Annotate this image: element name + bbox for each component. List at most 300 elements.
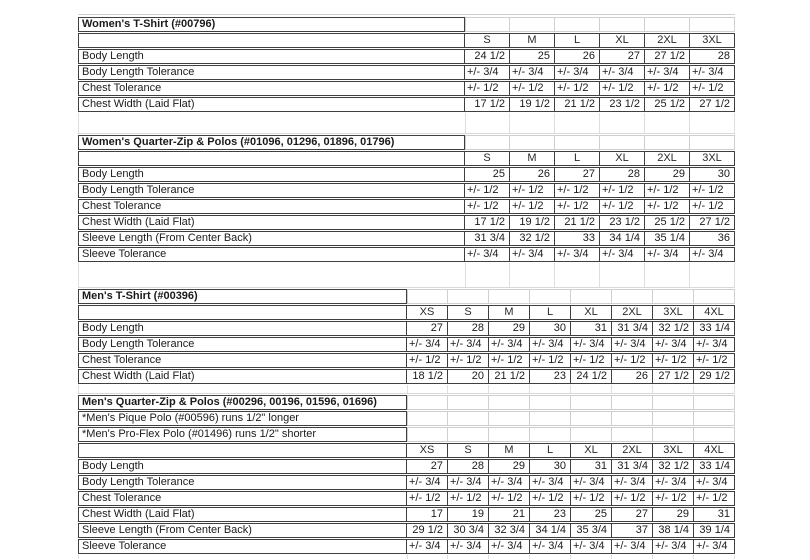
table-row (78, 199, 735, 214)
size-value-cell: 25 (464, 168, 509, 181)
empty-grid-cell (448, 411, 489, 426)
row-label: Sleeve Length (From Center Back) (82, 524, 252, 536)
size-value-cell: +/- 3/4 (464, 248, 509, 261)
size-column-header: 2XL (611, 306, 652, 319)
section-title: Men's T-Shirt (#00396) (78, 289, 407, 304)
table-row (78, 523, 735, 538)
grid-spacer-cell (465, 263, 510, 287)
size-header-row (78, 305, 735, 320)
section-heading-row (78, 427, 735, 442)
size-value-cell: 20 (447, 370, 488, 383)
size-value-cell: +/- 1/2 (599, 184, 644, 197)
grid-spacer (78, 263, 735, 288)
size-value-cell: +/- 3/4 (447, 540, 488, 553)
size-value-cell: +/- 3/4 (406, 540, 447, 553)
empty-grid-cell (448, 289, 489, 304)
size-value-cell: +/- 1/2 (611, 354, 652, 367)
row-label: Sleeve Tolerance (82, 540, 167, 552)
empty-grid-cell (600, 17, 645, 32)
size-header-row (78, 33, 735, 48)
empty-grid-cell (465, 135, 510, 150)
empty-grid-cell (489, 289, 530, 304)
size-value-cell: 19 1/2 (509, 98, 554, 111)
table-row (78, 475, 735, 490)
size-value-cell: 36 (689, 232, 734, 245)
empty-grid-cell (489, 395, 530, 410)
size-value-cell: 30 (689, 168, 734, 181)
grid-spacer-cell (694, 555, 735, 559)
empty-grid-cell (571, 289, 612, 304)
size-value-cell: +/- 1/2 (464, 200, 509, 213)
row-label: Chest Width (Laid Flat) (82, 216, 195, 228)
size-column-header: XL (599, 152, 644, 165)
size-value-cell: +/- 1/2 (689, 200, 734, 213)
row-label: Chest Tolerance (82, 492, 162, 504)
size-value-cell: 33 (554, 232, 599, 245)
size-value-cell: 37 (611, 524, 652, 537)
size-value-cell: +/- 3/4 (689, 66, 734, 79)
size-value-cell: 23 1/2 (599, 216, 644, 229)
size-column-header: L (529, 306, 570, 319)
size-value-cell: +/- 3/4 (693, 338, 734, 351)
empty-grid-cell (555, 17, 600, 32)
size-value-cell: 26 (509, 168, 554, 181)
size-column-header: 3XL (652, 444, 693, 457)
size-value-cell: +/- 3/4 (652, 476, 693, 489)
size-value-cell: +/- 3/4 (554, 66, 599, 79)
size-value-cell: +/- 1/2 (529, 492, 570, 505)
section-heading-row (78, 135, 735, 150)
size-value-cell: 25 1/2 (644, 98, 689, 111)
size-column-header: XS (406, 306, 447, 319)
grid-spacer-cell (448, 385, 489, 393)
size-value-cell: 23 (529, 370, 570, 383)
section-heading-row (78, 395, 735, 410)
empty-grid-cell (600, 135, 645, 150)
row-label: Chest Width (Laid Flat) (82, 370, 195, 382)
row-label: Body Length Tolerance (82, 184, 195, 196)
grid-spacer-cell (694, 385, 735, 393)
size-value-cell: 23 1/2 (599, 98, 644, 111)
size-value-cell: +/- 1/2 (644, 200, 689, 213)
size-column-header: S (464, 34, 509, 47)
table-row (78, 507, 735, 522)
size-value-cell: +/- 1/2 (488, 492, 529, 505)
grid-spacer-cell (690, 263, 735, 287)
size-value-cell: 17 1/2 (464, 98, 509, 111)
size-value-cell: +/- 3/4 (652, 540, 693, 553)
size-column-header: 3XL (689, 152, 734, 165)
grid-spacer-cell (612, 385, 653, 393)
size-value-cell: +/- 1/2 (554, 200, 599, 213)
size-value-cell: 31 (570, 460, 611, 473)
size-value-cell: 35 1/4 (644, 232, 689, 245)
size-value-cell: +/- 1/2 (570, 492, 611, 505)
size-value-cell: +/- 1/2 (570, 354, 611, 367)
size-value-cell: 18 1/2 (406, 370, 447, 383)
size-value-cell: +/- 3/4 (529, 540, 570, 553)
size-value-cell: 26 (554, 50, 599, 63)
section-footnote: *Men's Pique Polo (#00596) runs 1/2" longer (78, 411, 407, 426)
size-value-cell: +/- 1/2 (488, 354, 529, 367)
empty-grid-cell (612, 395, 653, 410)
table-row (78, 49, 735, 64)
size-chart-sheet (78, 14, 735, 560)
grid-spacer-cell (489, 385, 530, 393)
size-value-cell: +/- 3/4 (570, 338, 611, 351)
row-label: Body Length (82, 460, 144, 472)
size-value-cell: +/- 1/2 (652, 354, 693, 367)
size-value-cell: +/- 3/4 (488, 540, 529, 553)
empty-grid-cell (407, 395, 448, 410)
size-value-cell: +/- 3/4 (447, 338, 488, 351)
size-column-header: XS (406, 444, 447, 457)
size-value-cell: 25 (509, 50, 554, 63)
size-value-cell: 30 (529, 460, 570, 473)
row-label: Chest Tolerance (82, 354, 162, 366)
grid-spacer-cell (653, 385, 694, 393)
size-value-cell: 26 (611, 370, 652, 383)
size-value-cell: +/- 1/2 (652, 492, 693, 505)
row-label: Body Length Tolerance (82, 476, 195, 488)
size-column-header: L (554, 34, 599, 47)
size-column-header: 2XL (644, 34, 689, 47)
empty-grid-cell (571, 395, 612, 410)
empty-grid-cell (571, 427, 612, 442)
size-column-header: L (529, 444, 570, 457)
size-value-cell: 28 (689, 50, 734, 63)
table-row (78, 167, 735, 182)
size-value-cell: +/- 1/2 (464, 184, 509, 197)
table-row (78, 231, 735, 246)
grid-spacer-cell (489, 555, 530, 559)
size-value-cell: +/- 3/4 (509, 66, 554, 79)
size-value-cell: +/- 3/4 (406, 476, 447, 489)
size-column-header: 4XL (693, 444, 734, 457)
size-value-cell: 31 3/4 (611, 460, 652, 473)
empty-grid-cell (571, 411, 612, 426)
size-value-cell: +/- 1/2 (689, 184, 734, 197)
size-value-cell: 32 1/2 (652, 322, 693, 335)
size-value-cell: 27 (406, 322, 447, 335)
size-column-header: M (488, 444, 529, 457)
size-value-cell: 19 (447, 508, 488, 521)
size-value-cell: +/- 1/2 (447, 354, 488, 367)
row-label: Body Length Tolerance (82, 338, 195, 350)
size-value-cell: 21 (488, 508, 529, 521)
size-column-header: M (509, 152, 554, 165)
size-value-cell: +/- 3/4 (529, 476, 570, 489)
empty-grid-cell (465, 17, 510, 32)
size-value-cell: +/- 1/2 (447, 492, 488, 505)
size-value-cell: +/- 3/4 (529, 338, 570, 351)
section-title: Women's T-Shirt (#00796) (78, 17, 465, 32)
size-value-cell: +/- 3/4 (693, 476, 734, 489)
row-label: Chest Width (Laid Flat) (82, 98, 195, 110)
grid-spacer-cell (510, 263, 555, 287)
table-row (78, 97, 735, 112)
size-value-cell: +/- 3/4 (447, 476, 488, 489)
row-label (79, 34, 464, 47)
size-value-cell: 29 (488, 460, 529, 473)
row-label: Body Length (82, 50, 144, 62)
size-value-cell: +/- 3/4 (570, 540, 611, 553)
size-value-cell: +/- 3/4 (464, 66, 509, 79)
table-row (78, 183, 735, 198)
empty-grid-cell (612, 411, 653, 426)
size-value-cell: +/- 1/2 (509, 184, 554, 197)
size-header-row (78, 443, 735, 458)
empty-grid-cell (653, 427, 694, 442)
size-header-row (78, 151, 735, 166)
grid-spacer-label-area (78, 263, 465, 287)
size-value-cell: 28 (447, 460, 488, 473)
empty-grid-cell (555, 135, 600, 150)
size-column-header: S (447, 444, 488, 457)
empty-grid-cell (407, 427, 448, 442)
table-row (78, 369, 735, 384)
empty-grid-cell (407, 289, 448, 304)
empty-grid-cell (489, 427, 530, 442)
size-value-cell: 21 1/2 (554, 98, 599, 111)
grid-spacer (78, 113, 735, 134)
grid-spacer-cell (690, 113, 735, 133)
empty-grid-cell (645, 135, 690, 150)
row-label (79, 152, 464, 165)
size-value-cell: +/- 1/2 (599, 82, 644, 95)
size-value-cell: +/- 3/4 (488, 338, 529, 351)
table-row (78, 459, 735, 474)
table-row (78, 353, 735, 368)
grid-spacer-cell (571, 385, 612, 393)
size-value-cell: 32 1/2 (509, 232, 554, 245)
table-row (78, 321, 735, 336)
size-column-header: 4XL (693, 306, 734, 319)
row-label: Body Length (82, 168, 144, 180)
size-column-header: M (509, 34, 554, 47)
size-value-cell: +/- 3/4 (611, 540, 652, 553)
empty-grid-cell (690, 135, 735, 150)
empty-grid-cell (653, 411, 694, 426)
row-label (79, 444, 406, 457)
size-value-cell: 39 1/4 (693, 524, 734, 537)
size-value-cell: +/- 1/2 (693, 492, 734, 505)
grid-spacer (78, 385, 735, 394)
empty-grid-cell (510, 135, 555, 150)
grid-spacer-cell (555, 113, 600, 133)
empty-grid-cell (694, 395, 735, 410)
grid-spacer-cell (653, 555, 694, 559)
size-value-cell: +/- 1/2 (599, 200, 644, 213)
empty-grid-cell (489, 411, 530, 426)
size-value-cell: 35 3/4 (570, 524, 611, 537)
size-value-cell: 28 (447, 322, 488, 335)
size-value-cell: +/- 1/2 (554, 82, 599, 95)
table-row (78, 491, 735, 506)
size-value-cell: 31 3/4 (611, 322, 652, 335)
size-value-cell: 30 3/4 (447, 524, 488, 537)
size-value-cell: 34 1/4 (529, 524, 570, 537)
size-value-cell: 33 1/4 (693, 322, 734, 335)
size-column-header: L (554, 152, 599, 165)
empty-grid-cell (510, 17, 555, 32)
size-value-cell: +/- 3/4 (509, 248, 554, 261)
size-value-cell: +/- 1/2 (611, 492, 652, 505)
size-value-cell: +/- 3/4 (599, 66, 644, 79)
grid-spacer-cell (571, 555, 612, 559)
size-value-cell: 31 3/4 (464, 232, 509, 245)
grid-spacer-cell (600, 263, 645, 287)
size-value-cell: 31 (693, 508, 734, 521)
size-value-cell: 32 1/2 (652, 460, 693, 473)
size-value-cell: 21 1/2 (554, 216, 599, 229)
size-value-cell: +/- 3/4 (689, 248, 734, 261)
size-value-cell: +/- 1/2 (644, 184, 689, 197)
grid-spacer-cell (600, 113, 645, 133)
size-value-cell: +/- 1/2 (509, 200, 554, 213)
section-title: Men's Quarter-Zip & Polos (#00296, 00196, 01596, 01696) (78, 395, 407, 410)
size-value-cell: 25 (570, 508, 611, 521)
row-label (79, 306, 406, 319)
size-column-header: 2XL (611, 444, 652, 457)
grid-spacer-cell (645, 263, 690, 287)
size-value-cell: 28 (599, 168, 644, 181)
grid-spacer-cell (530, 385, 571, 393)
size-value-cell: 17 1/2 (464, 216, 509, 229)
size-value-cell: 19 1/2 (509, 216, 554, 229)
size-value-cell: +/- 3/4 (611, 338, 652, 351)
table-row (78, 215, 735, 230)
size-column-header: XL (570, 444, 611, 457)
grid-spacer-label-area (78, 555, 407, 559)
grid-hairline (78, 14, 735, 15)
size-value-cell: +/- 1/2 (554, 184, 599, 197)
table-row (78, 81, 735, 96)
empty-grid-cell (694, 427, 735, 442)
size-value-cell: 27 (406, 460, 447, 473)
size-column-header: S (447, 306, 488, 319)
size-value-cell: 24 1/2 (570, 370, 611, 383)
size-value-cell: 29 (644, 168, 689, 181)
grid-spacer-cell (407, 385, 448, 393)
size-value-cell: 27 1/2 (689, 216, 734, 229)
size-column-header: 2XL (644, 152, 689, 165)
size-value-cell: +/- 3/4 (652, 338, 693, 351)
empty-grid-cell (694, 411, 735, 426)
size-value-cell: 25 1/2 (644, 216, 689, 229)
grid-spacer-cell (555, 263, 600, 287)
grid-spacer-cell (448, 555, 489, 559)
row-label: Body Length Tolerance (82, 66, 195, 78)
row-label: Chest Tolerance (82, 200, 162, 212)
size-column-header: M (488, 306, 529, 319)
size-value-cell: 33 1/4 (693, 460, 734, 473)
grid-spacer (78, 555, 735, 559)
row-label: Chest Width (Laid Flat) (82, 508, 195, 520)
row-label: Body Length (82, 322, 144, 334)
table-row (78, 65, 735, 80)
size-value-cell: +/- 1/2 (406, 492, 447, 505)
size-value-cell: +/- 3/4 (693, 540, 734, 553)
size-value-cell: 29 1/2 (693, 370, 734, 383)
size-value-cell: 21 1/2 (488, 370, 529, 383)
empty-grid-cell (530, 395, 571, 410)
empty-grid-cell (653, 289, 694, 304)
size-value-cell: +/- 1/2 (689, 82, 734, 95)
size-value-cell: +/- 1/2 (509, 82, 554, 95)
size-value-cell: +/- 3/4 (644, 248, 689, 261)
size-column-header: 3XL (689, 34, 734, 47)
table-row (78, 247, 735, 262)
empty-grid-cell (530, 411, 571, 426)
empty-grid-cell (407, 411, 448, 426)
section-heading-row (78, 17, 735, 32)
row-label: Sleeve Length (From Center Back) (82, 232, 252, 244)
size-column-header: S (464, 152, 509, 165)
row-label: Chest Tolerance (82, 82, 162, 94)
empty-grid-cell (530, 427, 571, 442)
grid-spacer-cell (465, 113, 510, 133)
size-value-cell: 38 1/4 (652, 524, 693, 537)
empty-grid-cell (612, 427, 653, 442)
size-value-cell: +/- 3/4 (406, 338, 447, 351)
size-value-cell: 27 (599, 50, 644, 63)
size-value-cell: +/- 3/4 (644, 66, 689, 79)
size-value-cell: +/- 3/4 (554, 248, 599, 261)
table-row (78, 337, 735, 352)
size-value-cell: 29 (488, 322, 529, 335)
size-value-cell: 27 (611, 508, 652, 521)
empty-grid-cell (448, 427, 489, 442)
size-value-cell: 27 1/2 (689, 98, 734, 111)
section-title: Women's Quarter-Zip & Polos (#01096, 01296, 01896, 01796) (78, 135, 465, 150)
grid-spacer-label-area (78, 113, 465, 133)
section-heading-row (78, 289, 735, 304)
grid-spacer-cell (612, 555, 653, 559)
size-value-cell: +/- 1/2 (464, 82, 509, 95)
size-value-cell: 29 1/2 (406, 524, 447, 537)
size-value-cell: 24 1/2 (464, 50, 509, 63)
size-value-cell: +/- 1/2 (644, 82, 689, 95)
grid-spacer-cell (530, 555, 571, 559)
size-value-cell: +/- 3/4 (488, 476, 529, 489)
size-value-cell: 27 (554, 168, 599, 181)
size-value-cell: +/- 3/4 (599, 248, 644, 261)
section-heading-row (78, 411, 735, 426)
section-footnote: *Men's Pro-Flex Polo (#01496) runs 1/2" shorter (78, 427, 407, 442)
size-value-cell: 32 3/4 (488, 524, 529, 537)
row-label: Sleeve Tolerance (82, 248, 167, 260)
size-value-cell: 27 1/2 (652, 370, 693, 383)
size-column-header: XL (599, 34, 644, 47)
size-value-cell: 34 1/4 (599, 232, 644, 245)
grid-spacer-cell (407, 555, 448, 559)
table-row (78, 539, 735, 554)
empty-grid-cell (690, 17, 735, 32)
empty-grid-cell (645, 17, 690, 32)
size-value-cell: 23 (529, 508, 570, 521)
empty-grid-cell (653, 395, 694, 410)
size-value-cell: +/- 3/4 (570, 476, 611, 489)
size-value-cell: +/- 1/2 (529, 354, 570, 367)
empty-grid-cell (448, 395, 489, 410)
size-value-cell: +/- 3/4 (611, 476, 652, 489)
size-value-cell: 29 (652, 508, 693, 521)
grid-spacer-label-area (78, 385, 407, 393)
size-value-cell: +/- 1/2 (693, 354, 734, 367)
size-value-cell: +/- 1/2 (406, 354, 447, 367)
size-value-cell: 27 1/2 (644, 50, 689, 63)
